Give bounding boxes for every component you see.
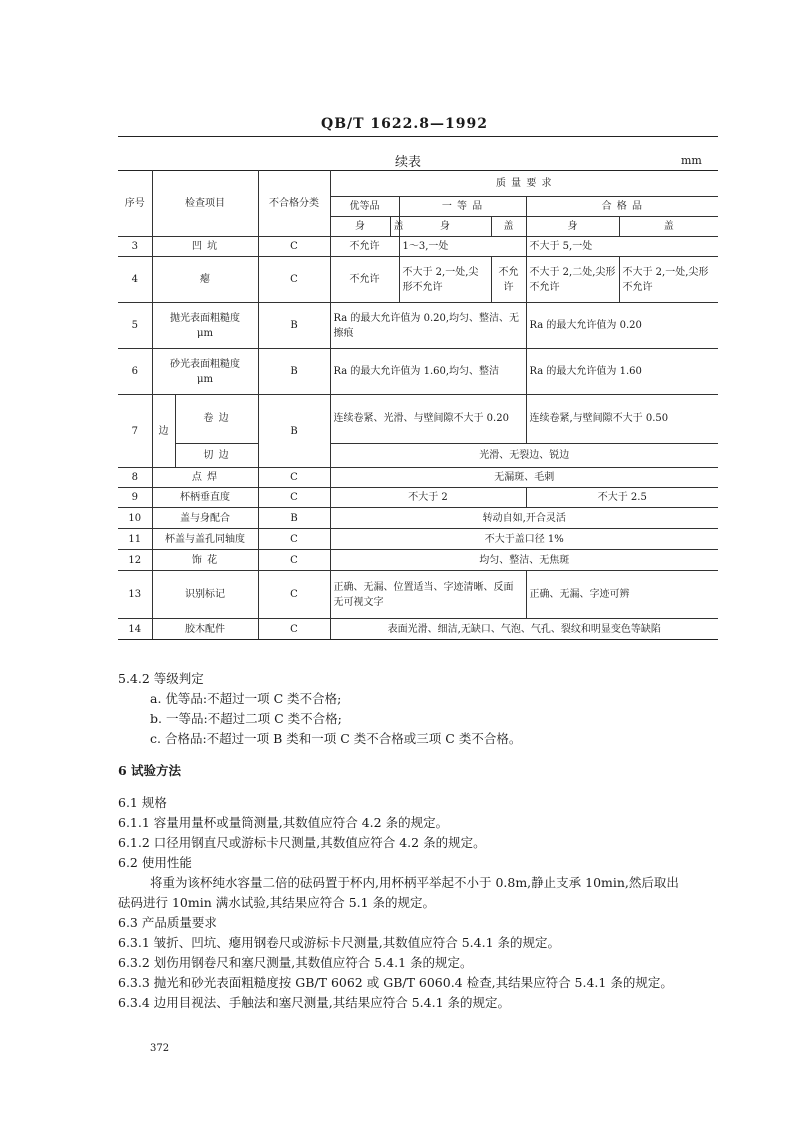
hdr-class: 不合格分类: [258, 171, 330, 237]
grade-b: b. 一等品:不超过二项 C 类不合格;: [150, 711, 342, 726]
row-item: 饰 花: [152, 550, 258, 571]
hdr-superior: 优等品: [330, 197, 399, 217]
row-item-sub2: 切 边: [203, 450, 230, 461]
row-class: C: [258, 488, 330, 508]
table-row: [118, 508, 718, 529]
row-class: B: [258, 303, 330, 349]
section-6-3-3: 6.3.3 抛光和砂光表面粗糙度按 GB/T 6062 或 GB/T 6060.4 检查,其结果应符合 5.4.1 条的规定。: [118, 975, 673, 990]
row-item: 凹 坑: [152, 237, 258, 257]
row-item: 胶木配件: [152, 619, 258, 640]
row-item-unit: μm: [197, 327, 213, 339]
header-row-1: [118, 171, 718, 197]
table-row: [118, 550, 718, 571]
section-6-1: 6.1 规格: [118, 795, 167, 810]
row-item: 盖与身配合: [152, 508, 258, 529]
hdr-first-lid: 盖: [491, 217, 526, 237]
hdr-quality: 质 量 要 求: [330, 171, 718, 197]
row-all: 无漏斑、毛刺: [330, 468, 718, 488]
row-no: 4: [118, 257, 152, 303]
row-class: C: [258, 529, 330, 550]
table-unit: mm: [681, 154, 702, 167]
section-6-1-1: 6.1.1 容量用量杯或量筒测量,其数值应符合 4.2 条的规定。: [118, 815, 449, 830]
row-first-body: 不大于 2,一处,尖形不允许: [399, 257, 491, 303]
row-class: C: [258, 257, 330, 303]
row-first: 1～3,一处: [399, 237, 526, 257]
row-qualified: 不大于 5,一处: [526, 237, 718, 257]
row-right: Ra 的最大允许值为 1.60: [526, 349, 718, 395]
standard-header: QB/T 1622.8—1992: [321, 116, 488, 132]
table-row: [118, 619, 718, 640]
row-class: B: [258, 508, 330, 529]
row-first-lid: 不允许: [491, 257, 526, 303]
row-right: 不大于 2.5: [526, 488, 718, 508]
row-superior: 不允许: [330, 237, 399, 257]
grade-a: a. 优等品:不超过一项 C 类不合格;: [150, 691, 342, 706]
row-item: [152, 349, 258, 395]
table-row: [118, 237, 718, 257]
row-item: 识别标记: [152, 571, 258, 619]
hdr-qual-lid: 盖: [619, 217, 718, 237]
hdr-item: 检查项目: [152, 171, 258, 237]
row-superior: 不允许: [330, 257, 399, 303]
row-item-edge: 边: [158, 425, 169, 437]
row-item: 杯柄垂直度: [152, 488, 258, 508]
row-item-group: [152, 395, 258, 468]
hdr-first: 一 等 品: [399, 197, 526, 217]
row-all: 表面光滑、细洁,无缺口、气泡、气孔、裂纹和明显变色等缺陷: [330, 619, 718, 640]
row-item-label: 砂光表面粗糙度: [170, 358, 240, 370]
table-caption: 续表: [395, 155, 422, 170]
row-no: 7: [118, 395, 152, 468]
row-class: C: [258, 571, 330, 619]
row-no: 6: [118, 349, 152, 395]
row-no: 11: [118, 529, 152, 550]
hdr-qual-body: 身: [526, 217, 619, 237]
row-class: C: [258, 237, 330, 257]
row-class: C: [258, 550, 330, 571]
table-row: [118, 571, 718, 619]
row-left: Ra 的最大允许值为 1.60,均匀、整洁: [330, 349, 526, 395]
row-no: 10: [118, 508, 152, 529]
row-left: 连续卷紧、光滑、与壁间隙不大于 0.20: [330, 395, 526, 444]
row-class: C: [258, 468, 330, 488]
row-qual-body: 不大于 2,二处,尖形不允许: [526, 257, 619, 303]
para-6-2-line1: 将重为该杯纯水容量二倍的砝码置于杯内,用杯柄平举起不小于 0.8m,静止支承 10min,然后取出: [150, 875, 679, 890]
row-right: 连续卷紧,与壁间隙不大于 0.50: [526, 395, 718, 444]
row-class: B: [258, 349, 330, 395]
row-no: 3: [118, 237, 152, 257]
row-item-sub1: 卷 边: [176, 395, 258, 444]
hdr-qualified: 合 格 品: [526, 197, 718, 217]
section-6-2: 6.2 使用性能: [118, 855, 192, 870]
hdr-first-body: 身: [399, 217, 491, 237]
row-no: 13: [118, 571, 152, 619]
row-right: Ra 的最大允许值为 0.20: [526, 303, 718, 349]
row-class: C: [258, 619, 330, 640]
row-no: 9: [118, 488, 152, 508]
table-row: [118, 349, 718, 395]
row-no: 14: [118, 619, 152, 640]
page-number: 372: [150, 1043, 170, 1054]
grade-c: c. 合格品:不超过一项 B 类和一项 C 类不合格或三项 C 类不合格。: [150, 731, 522, 746]
section-6-3-2: 6.3.2 划伤用钢卷尺和塞尺测量,其数值应符合 5.4.1 条的规定。: [118, 955, 473, 970]
row-no: 8: [118, 468, 152, 488]
hdr-no: 序号: [118, 171, 152, 237]
row-no: 5: [118, 303, 152, 349]
row-right: 正确、无漏、字迹可辨: [526, 571, 718, 619]
section-6-1-2: 6.1.2 口径用钢直尺或游标卡尺测量,其数值应符合 4.2 条的规定。: [118, 835, 486, 850]
row-left: Ra 的最大允许值为 0.20,均匀、整洁、无擦痕: [330, 303, 526, 349]
table-row: [118, 468, 718, 488]
row-item: 瘪: [152, 257, 258, 303]
row-all: 转动自如,开合灵活: [330, 508, 718, 529]
para-6-2-line2: 砝码进行 10min 满水试验,其结果应符合 5.1 条的规定。: [118, 895, 436, 910]
hdr-sup-lid: 盖: [390, 217, 399, 237]
quality-table: [118, 170, 718, 640]
row-item: 杯盖与盖孔同轴度: [152, 529, 258, 550]
section-6-3-4: 6.3.4 边用目视法、手触法和塞尺测量,其结果应符合 5.4.1 条的规定。: [118, 995, 511, 1010]
row-item-label: 抛光表面粗糙度: [170, 312, 240, 324]
table-row: [118, 529, 718, 550]
section-6-title: 6 试验方法: [118, 763, 182, 778]
row-all: 光滑、无裂边、锐边: [330, 443, 718, 467]
row-left: 正确、无漏、位置适当、字迹清晰、反面无可视文字: [330, 571, 526, 619]
row-all: 均匀、整洁、无焦斑: [330, 550, 718, 571]
row-item: 点 焊: [152, 468, 258, 488]
section-6-3: 6.3 产品质量要求: [118, 915, 217, 930]
hdr-sup-body: 身: [330, 217, 390, 237]
table-row: [118, 303, 718, 349]
row-qual-lid: 不大于 2,一处,尖形不允许: [619, 257, 718, 303]
row-class: B: [258, 395, 330, 468]
section-5-4-2: 5.4.2 等级判定: [118, 671, 204, 686]
row-left: 不大于 2: [330, 488, 526, 508]
row-no: 12: [118, 550, 152, 571]
section-6-3-1: 6.3.1 皱折、凹坑、瘪用钢卷尺或游标卡尺测量,其数值应符合 5.4.1 条的规定。: [118, 935, 561, 950]
row-item-unit: μm: [197, 373, 213, 385]
table-row: [118, 257, 718, 303]
row-item: [152, 303, 258, 349]
table-row: [118, 488, 718, 508]
row-all: 不大于盖口径 1%: [330, 529, 718, 550]
table-row: [118, 395, 718, 444]
header-rule: [118, 136, 718, 137]
